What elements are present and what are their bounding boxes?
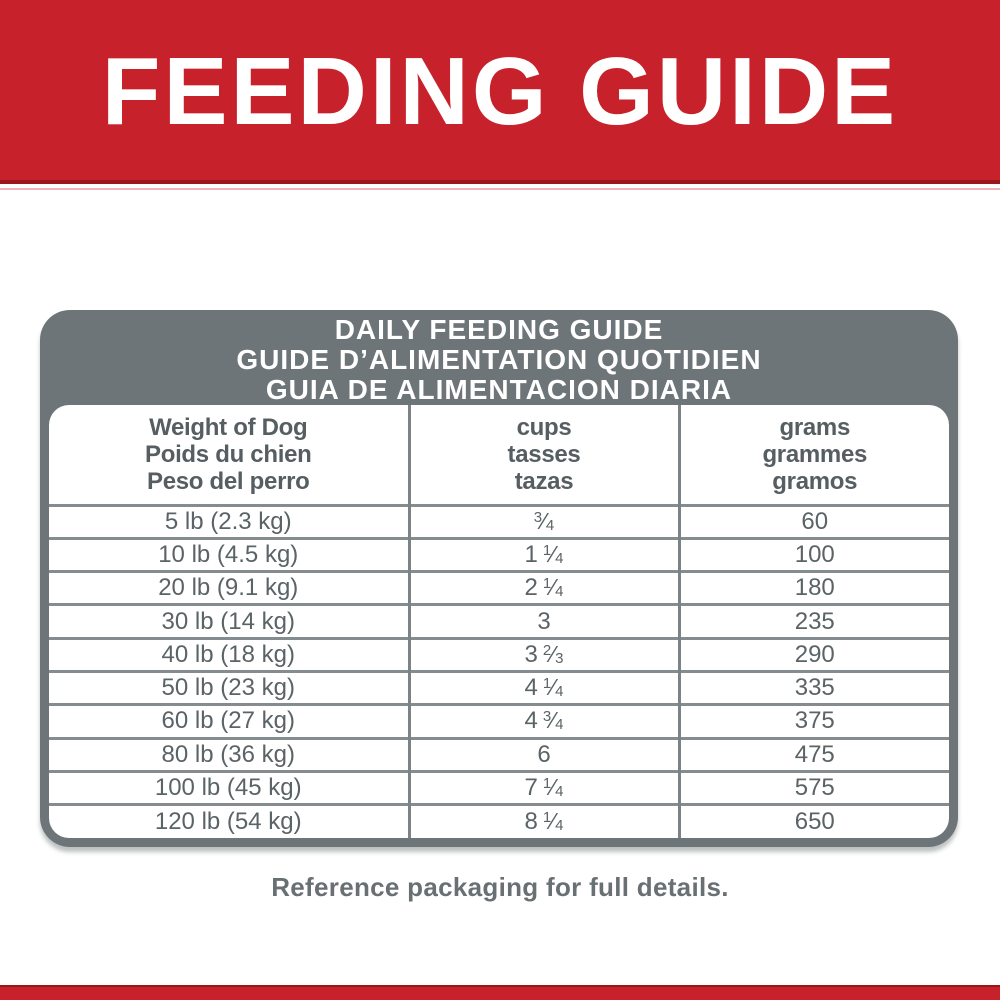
grams-cell: 100 bbox=[679, 538, 949, 571]
fraction-denominator: 4 bbox=[555, 549, 564, 567]
grams-cell: 335 bbox=[679, 671, 949, 704]
cups-fraction bbox=[543, 774, 564, 801]
feeding-table-header-row bbox=[49, 405, 949, 505]
cups-cell bbox=[409, 738, 679, 771]
cups-cell bbox=[409, 671, 679, 704]
table-row bbox=[49, 638, 949, 671]
banner-accent-line bbox=[0, 188, 1000, 190]
cups-fraction bbox=[543, 674, 564, 701]
cups-cell bbox=[409, 605, 679, 638]
footer-note: Reference packaging for full details. bbox=[271, 872, 729, 902]
fraction-denominator: 3 bbox=[555, 649, 564, 667]
grams-header-en: grams bbox=[779, 413, 851, 441]
card-title-en: DAILY FEEDING GUIDE bbox=[334, 313, 664, 345]
table-row bbox=[49, 805, 949, 838]
grams-cell: 60 bbox=[679, 505, 949, 538]
card-title-es: GUIA DE ALIMENTACION DIARIA bbox=[265, 373, 733, 405]
feeding-table bbox=[49, 405, 949, 838]
cups-cell bbox=[409, 538, 679, 571]
table-row bbox=[49, 771, 949, 804]
table-row bbox=[49, 538, 949, 571]
column-header-grams bbox=[679, 405, 949, 505]
cups-header-es: tazas bbox=[514, 467, 574, 495]
cups-fraction bbox=[543, 541, 564, 568]
fraction-numerator: 2 bbox=[542, 641, 552, 659]
column-header-weight bbox=[49, 405, 409, 505]
cups-whole: 3 bbox=[524, 640, 538, 668]
weight-cell: 40 lb (18 kg) bbox=[49, 638, 409, 671]
cups-whole: 3 bbox=[537, 607, 551, 635]
grams-cell: 180 bbox=[679, 572, 949, 605]
fraction-numerator: 1 bbox=[542, 675, 552, 693]
cups-fraction bbox=[543, 707, 564, 734]
cups-cell bbox=[409, 638, 679, 671]
cups-whole: 6 bbox=[537, 740, 551, 768]
cups-whole: 4 bbox=[524, 674, 538, 702]
weight-header-fr: Poids du chien bbox=[145, 440, 312, 468]
fraction-numerator: 3 bbox=[542, 708, 552, 726]
cups-cell bbox=[409, 572, 679, 605]
cups-fraction bbox=[543, 808, 564, 835]
cups-fraction bbox=[543, 641, 564, 668]
cups-header-en: cups bbox=[516, 413, 572, 441]
grams-cell: 475 bbox=[679, 738, 949, 771]
banner-title: FEEDING GUIDE bbox=[101, 38, 899, 145]
fraction-numerator: 1 bbox=[542, 809, 552, 827]
weight-cell: 120 lb (54 kg) bbox=[49, 805, 409, 838]
weight-cell: 60 lb (27 kg) bbox=[49, 705, 409, 738]
cups-whole: 7 bbox=[524, 774, 538, 802]
grams-cell: 375 bbox=[679, 705, 949, 738]
daily-feeding-guide-card bbox=[40, 310, 958, 847]
fraction-denominator: 4 bbox=[555, 683, 564, 701]
cups-whole: 8 bbox=[524, 808, 538, 836]
feeding-table-body bbox=[49, 505, 949, 838]
weight-header-es: Peso del perro bbox=[146, 467, 310, 495]
cups-header-fr: tasses bbox=[507, 440, 581, 468]
cups-cell bbox=[409, 805, 679, 838]
fraction-denominator: 4 bbox=[545, 516, 555, 534]
grams-cell: 650 bbox=[679, 805, 949, 838]
card-title-fr: GUIDE D’ALIMENTATION QUOTIDIEN bbox=[236, 343, 762, 375]
fraction-denominator: 4 bbox=[555, 783, 564, 801]
fraction-denominator: 4 bbox=[555, 583, 564, 601]
grams-cell: 290 bbox=[679, 638, 949, 671]
cups-fraction bbox=[543, 574, 564, 601]
card-title-band bbox=[40, 310, 958, 405]
fraction-numerator: 1 bbox=[542, 541, 552, 559]
weight-cell: 80 lb (36 kg) bbox=[49, 738, 409, 771]
grams-cell: 575 bbox=[679, 771, 949, 804]
fraction-numerator: 1 bbox=[542, 575, 552, 593]
cups-whole: 1 bbox=[524, 540, 538, 568]
weight-cell: 10 lb (4.5 kg) bbox=[49, 538, 409, 571]
table-row bbox=[49, 738, 949, 771]
grams-header-fr: grammes bbox=[762, 440, 868, 468]
fraction-denominator: 4 bbox=[555, 817, 564, 835]
fraction-numerator: 1 bbox=[542, 775, 552, 793]
weight-cell: 50 lb (23 kg) bbox=[49, 671, 409, 704]
table-row bbox=[49, 705, 949, 738]
cups-fraction bbox=[534, 508, 555, 535]
weight-cell: 100 lb (45 kg) bbox=[49, 771, 409, 804]
bottom-red-strip bbox=[0, 985, 1000, 1000]
cups-cell bbox=[409, 505, 679, 538]
cups-cell bbox=[409, 705, 679, 738]
table-row bbox=[49, 605, 949, 638]
grams-cell: 235 bbox=[679, 605, 949, 638]
weight-cell: 20 lb (9.1 kg) bbox=[49, 572, 409, 605]
cups-whole: 2 bbox=[524, 574, 538, 602]
feeding-table-container bbox=[49, 405, 949, 838]
weight-header-en: Weight of Dog bbox=[149, 413, 308, 441]
table-row bbox=[49, 572, 949, 605]
weight-cell: 30 lb (14 kg) bbox=[49, 605, 409, 638]
fraction-numerator: 3 bbox=[533, 508, 543, 526]
table-row bbox=[49, 671, 949, 704]
table-row bbox=[49, 505, 949, 538]
weight-cell: 5 lb (2.3 kg) bbox=[49, 505, 409, 538]
column-header-cups bbox=[409, 405, 679, 505]
cups-whole: 4 bbox=[524, 707, 538, 735]
feeding-guide-banner bbox=[0, 0, 1000, 184]
fraction-denominator: 4 bbox=[555, 716, 564, 734]
grams-header-es: gramos bbox=[772, 467, 858, 495]
cups-cell bbox=[409, 771, 679, 804]
